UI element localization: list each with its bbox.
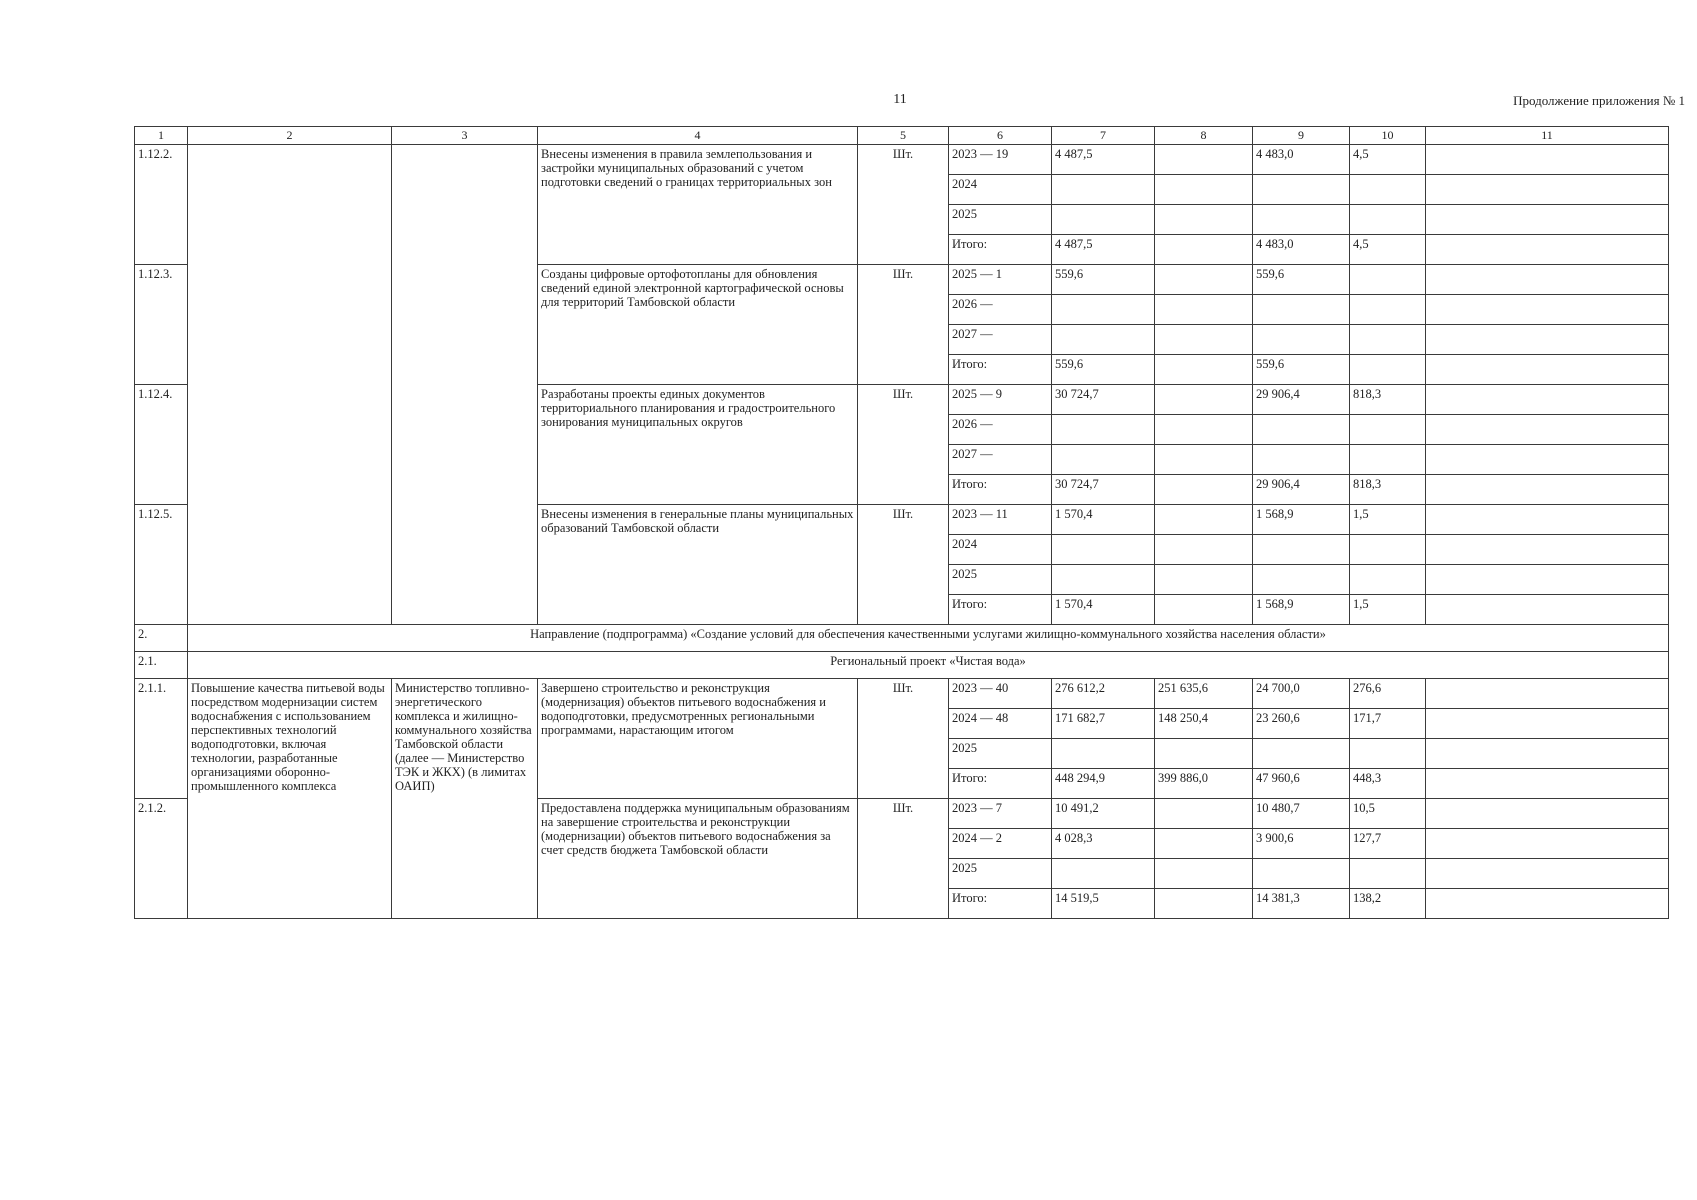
year-value: 2024: [949, 175, 1052, 205]
note-cell: [1426, 355, 1669, 385]
year-value: 2027 —: [949, 445, 1052, 475]
regional-amount: [1253, 415, 1350, 445]
federal-amount: [1155, 295, 1253, 325]
federal-amount: [1155, 145, 1253, 175]
regional-amount: 24 700,0: [1253, 679, 1350, 709]
federal-amount: 251 635,6: [1155, 679, 1253, 709]
federal-amount: [1155, 355, 1253, 385]
note-cell: [1426, 505, 1669, 535]
local-amount: 1,5: [1350, 595, 1426, 625]
year-value: 2024: [949, 535, 1052, 565]
section-row: [135, 625, 1669, 652]
column-header: 10: [1350, 127, 1426, 145]
regional-amount: 4 483,0: [1253, 145, 1350, 175]
total-amount: 10 491,2: [1052, 799, 1155, 829]
total-amount: 14 519,5: [1052, 889, 1155, 919]
regional-amount: 1 568,9: [1253, 595, 1350, 625]
federal-amount: [1155, 175, 1253, 205]
note-cell: [1426, 175, 1669, 205]
federal-amount: [1155, 889, 1253, 919]
unit: Шт.: [858, 505, 949, 625]
year-value: 2023 — 7: [949, 799, 1052, 829]
column-header: 9: [1253, 127, 1350, 145]
regional-amount: 1 568,9: [1253, 505, 1350, 535]
local-amount: [1350, 859, 1426, 889]
federal-amount: [1155, 445, 1253, 475]
year-value: Итого:: [949, 355, 1052, 385]
note-cell: [1426, 235, 1669, 265]
local-amount: [1350, 535, 1426, 565]
year-value: 2023 — 40: [949, 679, 1052, 709]
year-value: 2025: [949, 859, 1052, 889]
federal-amount: [1155, 829, 1253, 859]
column-header: 11: [1426, 127, 1669, 145]
task-description: Повышение качества питьевой воды посредством модернизации систем водоснабжения с использованием перспективных технологий водоподготовки, включая технологии, разработанные организациями оборонно-промышленного комплекса: [188, 679, 392, 919]
executor: Министерство топливно-энергетического комплекса и жилищно-коммунального хозяйства Тамбовской области (далее — Министерство ТЭК и ЖКХ) (в лимитах ОАИП): [392, 679, 538, 919]
table-row: [135, 145, 1669, 175]
local-amount: [1350, 265, 1426, 295]
total-amount: 559,6: [1052, 265, 1155, 295]
year-value: Итого:: [949, 235, 1052, 265]
total-amount: [1052, 325, 1155, 355]
federal-amount: [1155, 325, 1253, 355]
note-cell: [1426, 565, 1669, 595]
federal-amount: [1155, 415, 1253, 445]
unit: Шт.: [858, 145, 949, 265]
year-value: 2025 — 9: [949, 385, 1052, 415]
federal-amount: [1155, 235, 1253, 265]
column-header: 2: [188, 127, 392, 145]
local-amount: [1350, 205, 1426, 235]
local-amount: 127,7: [1350, 829, 1426, 859]
federal-amount: [1155, 475, 1253, 505]
local-amount: [1350, 355, 1426, 385]
task-description: [188, 145, 392, 625]
item-number: 2.1.1.: [135, 679, 188, 799]
federal-amount: [1155, 505, 1253, 535]
year-value: 2024 — 2: [949, 829, 1052, 859]
federal-amount: [1155, 385, 1253, 415]
table-body: [135, 127, 1669, 919]
federal-amount: [1155, 535, 1253, 565]
federal-amount: [1155, 739, 1253, 769]
year-value: 2026 —: [949, 295, 1052, 325]
regional-amount: 3 900,6: [1253, 829, 1350, 859]
note-cell: [1426, 889, 1669, 919]
section-number: 2.1.: [135, 652, 188, 679]
local-amount: 4,5: [1350, 235, 1426, 265]
regional-amount: 10 480,7: [1253, 799, 1350, 829]
federal-amount: [1155, 205, 1253, 235]
local-amount: [1350, 415, 1426, 445]
column-header: 5: [858, 127, 949, 145]
column-header: 3: [392, 127, 538, 145]
year-value: 2023 — 11: [949, 505, 1052, 535]
regional-amount: 47 960,6: [1253, 769, 1350, 799]
year-value: 2025: [949, 739, 1052, 769]
federal-amount: [1155, 265, 1253, 295]
year-value: 2027 —: [949, 325, 1052, 355]
column-header: 7: [1052, 127, 1155, 145]
local-amount: 4,5: [1350, 145, 1426, 175]
local-amount: 448,3: [1350, 769, 1426, 799]
total-amount: [1052, 535, 1155, 565]
year-value: 2025 — 1: [949, 265, 1052, 295]
header-row: [135, 127, 1669, 145]
federal-amount: [1155, 565, 1253, 595]
regional-amount: 559,6: [1253, 265, 1350, 295]
table-row: [135, 679, 1669, 709]
note-cell: [1426, 205, 1669, 235]
total-amount: 276 612,2: [1052, 679, 1155, 709]
continuation-note: Продолжение приложения № 1: [1513, 93, 1685, 108]
item-number: 1.12.4.: [135, 385, 188, 505]
year-value: Итого:: [949, 595, 1052, 625]
section-title: Региональный проект «Чистая вода»: [188, 652, 1669, 679]
result-description: Разработаны проекты единых документов территориального планирования и градостроительного зонирования муниципальных округов: [538, 385, 858, 505]
local-amount: 171,7: [1350, 709, 1426, 739]
year-value: 2025: [949, 565, 1052, 595]
note-cell: [1426, 295, 1669, 325]
year-value: 2024 — 48: [949, 709, 1052, 739]
note-cell: [1426, 769, 1669, 799]
total-amount: 171 682,7: [1052, 709, 1155, 739]
item-number: 1.12.2.: [135, 145, 188, 265]
local-amount: [1350, 445, 1426, 475]
note-cell: [1426, 799, 1669, 829]
unit: Шт.: [858, 385, 949, 505]
total-amount: 1 570,4: [1052, 595, 1155, 625]
local-amount: [1350, 325, 1426, 355]
regional-amount: [1253, 175, 1350, 205]
regional-amount: [1253, 859, 1350, 889]
federal-amount: [1155, 595, 1253, 625]
result-description: Созданы цифровые ортофотопланы для обновления сведений единой электронной картографической основы для территорий Тамбовской области: [538, 265, 858, 385]
year-value: Итого:: [949, 889, 1052, 919]
total-amount: 1 570,4: [1052, 505, 1155, 535]
total-amount: [1052, 415, 1155, 445]
year-value: 2023 — 19: [949, 145, 1052, 175]
year-value: 2025: [949, 205, 1052, 235]
total-amount: [1052, 175, 1155, 205]
note-cell: [1426, 385, 1669, 415]
total-amount: [1052, 565, 1155, 595]
total-amount: [1052, 739, 1155, 769]
total-amount: 559,6: [1052, 355, 1155, 385]
regional-amount: 29 906,4: [1253, 475, 1350, 505]
column-header: 4: [538, 127, 858, 145]
federal-amount: 148 250,4: [1155, 709, 1253, 739]
unit: Шт.: [858, 265, 949, 385]
note-cell: [1426, 535, 1669, 565]
federal-amount: [1155, 859, 1253, 889]
year-value: 2026 —: [949, 415, 1052, 445]
total-amount: [1052, 445, 1155, 475]
result-description: Завершено строительство и реконструкция (модернизация) объектов питьевого водоснабжения и водоподготовки, предусмотренных региональными программами, нарастающим итогом: [538, 679, 858, 799]
regional-amount: 4 483,0: [1253, 235, 1350, 265]
regional-amount: 23 260,6: [1253, 709, 1350, 739]
column-header: 6: [949, 127, 1052, 145]
note-cell: [1426, 709, 1669, 739]
total-amount: [1052, 205, 1155, 235]
item-number: 1.12.5.: [135, 505, 188, 625]
regional-amount: [1253, 739, 1350, 769]
total-amount: 448 294,9: [1052, 769, 1155, 799]
note-cell: [1426, 265, 1669, 295]
regional-amount: [1253, 295, 1350, 325]
year-value: Итого:: [949, 475, 1052, 505]
executor: [392, 145, 538, 625]
regional-amount: 559,6: [1253, 355, 1350, 385]
column-header: 8: [1155, 127, 1253, 145]
regional-amount: [1253, 565, 1350, 595]
note-cell: [1426, 475, 1669, 505]
note-cell: [1426, 595, 1669, 625]
unit: Шт.: [858, 799, 949, 919]
total-amount: [1052, 295, 1155, 325]
total-amount: 30 724,7: [1052, 475, 1155, 505]
section-number: 2.: [135, 625, 188, 652]
total-amount: 4 487,5: [1052, 235, 1155, 265]
total-amount: 4 028,3: [1052, 829, 1155, 859]
page-number: 11: [893, 92, 907, 107]
result-description: Внесены изменения в правила землепользования и застройки муниципальных образований с учетом подготовки сведений о границах территориальных зон: [538, 145, 858, 265]
federal-amount: [1155, 799, 1253, 829]
regional-amount: [1253, 325, 1350, 355]
total-amount: 4 487,5: [1052, 145, 1155, 175]
federal-amount: 399 886,0: [1155, 769, 1253, 799]
note-cell: [1426, 145, 1669, 175]
regional-amount: 14 381,3: [1253, 889, 1350, 919]
regional-amount: [1253, 535, 1350, 565]
item-number: 2.1.2.: [135, 799, 188, 919]
unit: Шт.: [858, 679, 949, 799]
local-amount: 818,3: [1350, 385, 1426, 415]
regional-amount: [1253, 445, 1350, 475]
section-row: [135, 652, 1669, 679]
local-amount: [1350, 295, 1426, 325]
note-cell: [1426, 859, 1669, 889]
result-description: Предоставлена поддержка муниципальным образованиям на завершение строительства и реконструкции (модернизации) объектов питьевого водоснабжения за счет средств бюджета Тамбовской области: [538, 799, 858, 919]
appendix-table: [134, 126, 1669, 919]
local-amount: [1350, 565, 1426, 595]
local-amount: 10,5: [1350, 799, 1426, 829]
section-title: Направление (подпрограмма) «Создание условий для обеспечения качественными услугами жилищно-коммунального хозяйства населения области»: [188, 625, 1669, 652]
note-cell: [1426, 739, 1669, 769]
local-amount: 276,6: [1350, 679, 1426, 709]
note-cell: [1426, 325, 1669, 355]
note-cell: [1426, 415, 1669, 445]
year-value: Итого:: [949, 769, 1052, 799]
total-amount: 30 724,7: [1052, 385, 1155, 415]
result-description: Внесены изменения в генеральные планы муниципальных образований Тамбовской области: [538, 505, 858, 625]
regional-amount: [1253, 205, 1350, 235]
local-amount: 818,3: [1350, 475, 1426, 505]
regional-amount: 29 906,4: [1253, 385, 1350, 415]
note-cell: [1426, 829, 1669, 859]
local-amount: 138,2: [1350, 889, 1426, 919]
item-number: 1.12.3.: [135, 265, 188, 385]
column-header: 1: [135, 127, 188, 145]
note-cell: [1426, 679, 1669, 709]
local-amount: 1,5: [1350, 505, 1426, 535]
total-amount: [1052, 859, 1155, 889]
local-amount: [1350, 739, 1426, 769]
local-amount: [1350, 175, 1426, 205]
note-cell: [1426, 445, 1669, 475]
